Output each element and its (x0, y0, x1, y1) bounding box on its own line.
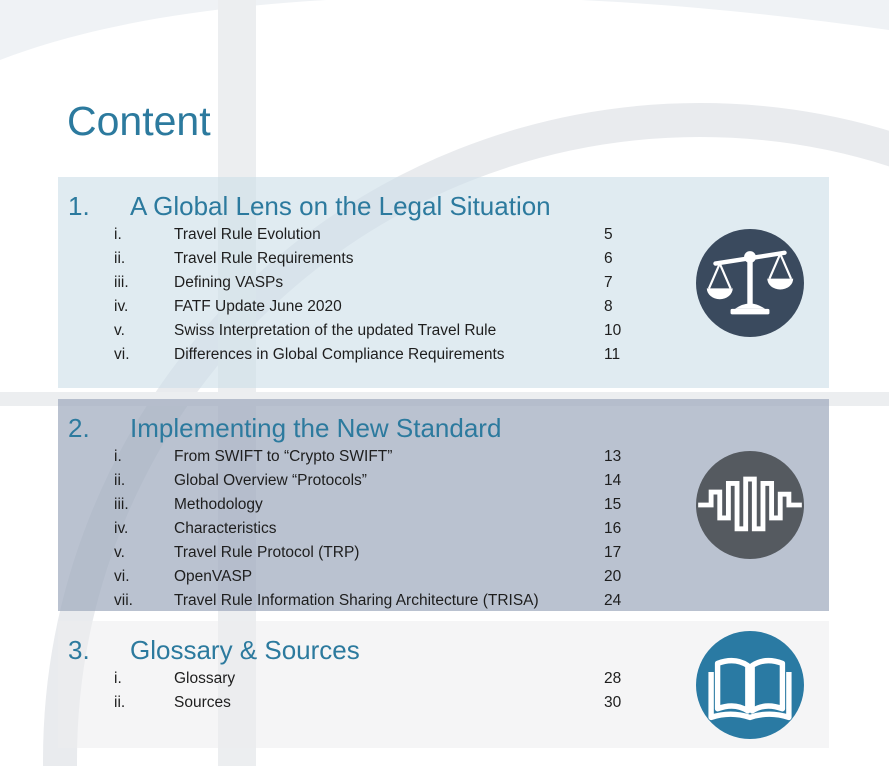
entry-number: iv. (114, 520, 129, 537)
entry-number: iii. (114, 274, 129, 291)
entry-label: Global Overview “Protocols” (174, 472, 367, 489)
entry-number: ii. (114, 694, 126, 711)
section-number: 2. (68, 413, 90, 443)
entry-label: Sources (174, 694, 231, 711)
entry-page: 10 (604, 322, 622, 339)
entry-number: vii. (114, 592, 133, 609)
entry-label: Travel Rule Information Sharing Architecture (TRISA) (174, 592, 539, 609)
entry-page: 28 (604, 670, 622, 687)
toc-entry[interactable] (58, 496, 658, 520)
toc-entry[interactable] (58, 694, 658, 718)
entry-number: i. (114, 448, 122, 465)
entry-label: Methodology (174, 496, 263, 513)
section-number: 3. (68, 635, 90, 665)
section-title[interactable]: A Global Lens on the Legal Situation (130, 191, 551, 221)
toc-entry[interactable] (58, 568, 658, 592)
entry-page: 15 (604, 496, 622, 513)
entry-number: ii. (114, 472, 126, 489)
entry-number: vi. (114, 568, 130, 585)
entry-label: Travel Rule Requirements (174, 250, 354, 267)
entry-page: 8 (604, 298, 613, 315)
entry-label: FATF Update June 2020 (174, 298, 342, 315)
entry-page: 20 (604, 568, 622, 585)
entry-page: 14 (604, 472, 622, 489)
toc-entry[interactable] (58, 472, 658, 496)
entry-number: ii. (114, 250, 126, 267)
section-glossary-sources (58, 621, 829, 748)
section-number: 1. (68, 191, 90, 221)
scales-icon (696, 229, 804, 337)
toc-entry[interactable] (58, 670, 658, 694)
entry-label: Defining VASPs (174, 274, 284, 291)
entry-label: From SWIFT to “Crypto SWIFT” (174, 448, 393, 465)
toc-entry[interactable] (58, 274, 658, 298)
entry-page: 17 (604, 544, 622, 561)
section-legal-situation (58, 177, 829, 388)
entry-number: vi. (114, 346, 130, 363)
entry-label: Characteristics (174, 520, 277, 537)
toc-entry[interactable] (58, 448, 658, 472)
section-title[interactable]: Implementing the New Standard (130, 413, 502, 443)
entry-page: 6 (604, 250, 613, 267)
entry-number: i. (114, 670, 122, 687)
entry-number: i. (114, 226, 122, 243)
toc-entry[interactable] (58, 298, 658, 322)
entry-page: 13 (604, 448, 622, 465)
toc-entry[interactable] (58, 346, 658, 370)
entry-number: iv. (114, 298, 129, 315)
toc-entry[interactable] (58, 226, 658, 250)
toc-entry[interactable] (58, 520, 658, 544)
entry-label: Swiss Interpretation of the updated Travel Rule (174, 322, 497, 339)
entry-number: v. (114, 322, 125, 339)
entry-label: Glossary (174, 670, 236, 687)
entry-page: 30 (604, 694, 622, 711)
section-new-standard (58, 399, 829, 611)
entry-page: 7 (604, 274, 613, 291)
entry-label: OpenVASP (174, 568, 253, 585)
signal-wave-icon (696, 451, 804, 559)
entry-page: 24 (604, 592, 622, 609)
open-book-icon (696, 631, 804, 739)
entry-page: 5 (604, 226, 613, 243)
section-items (58, 448, 658, 616)
section-items (58, 226, 658, 370)
page-title: Content (67, 98, 211, 144)
section-title[interactable]: Glossary & Sources (130, 635, 360, 665)
entry-page: 11 (604, 346, 621, 363)
entry-number: v. (114, 544, 125, 561)
entry-label: Travel Rule Protocol (TRP) (174, 544, 360, 561)
toc-entry[interactable] (58, 544, 658, 568)
toc-entry[interactable] (58, 322, 658, 346)
entry-page: 16 (604, 520, 622, 537)
entry-label: Differences in Global Compliance Requirements (174, 346, 505, 363)
section-items (58, 670, 658, 718)
entry-number: iii. (114, 496, 129, 513)
entry-label: Travel Rule Evolution (174, 226, 321, 243)
toc-entry[interactable] (58, 250, 658, 274)
toc-entry[interactable] (58, 592, 658, 616)
